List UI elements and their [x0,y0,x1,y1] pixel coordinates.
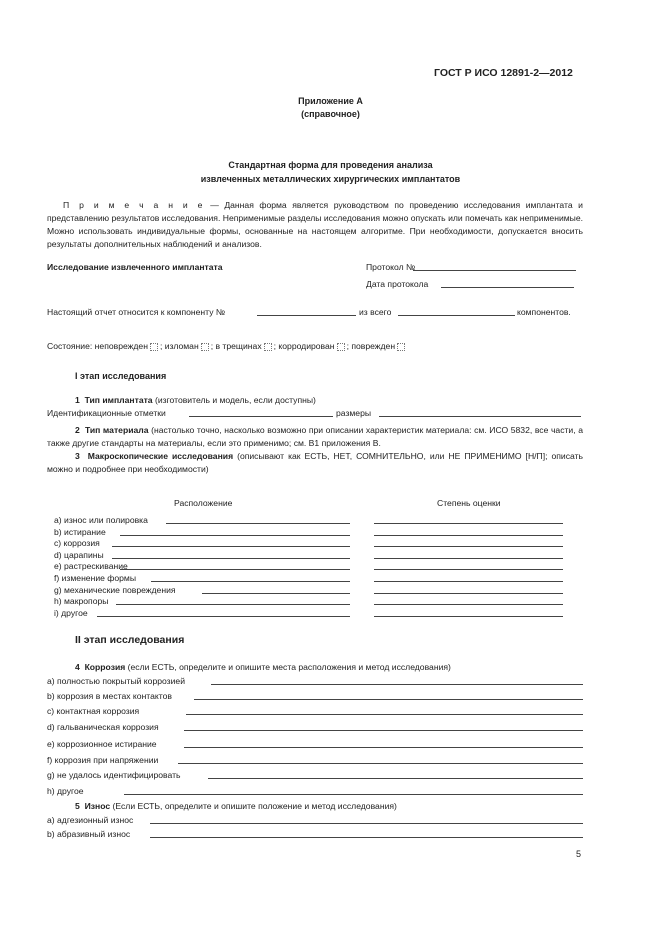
macro-degree-field[interactable] [374,546,563,547]
macro-location-field[interactable] [112,546,350,547]
macro-item-7-label: h) макропоры [54,596,109,607]
macro-degree-field[interactable] [374,581,563,582]
stage2-item4 [75,662,451,672]
stage1-item1 [75,395,316,405]
item2-number: 2 [75,425,80,435]
macro-degree-field[interactable] [374,616,563,617]
state-intact-checkbox[interactable] [150,343,158,351]
state-broken-checkbox[interactable] [201,343,209,351]
corrosion-item-5-label: f) коррозия при напряжении [47,755,159,765]
macro-location-field[interactable] [120,535,350,536]
wear-item-0-label: а) адгезионный износ [47,815,134,825]
state-option-corroded: ; корродирован [273,341,335,351]
macro-degree-field[interactable] [374,523,563,524]
state-option-broken: ; изломан [159,341,199,351]
macro-item-3-label: d) царапины [54,549,104,560]
note-paragraph [47,199,583,251]
macro-degree-field[interactable] [374,558,563,559]
report-suffix: компонентов. [517,307,571,317]
item5-title: Износ [84,801,111,811]
note-text: — Данная форма является руководством по проведению исследования имплантата и представлению результатов исследования. Неприменимые разделы исследования можно опускать или помечать как неприменимые. Можно использовать индивидуальные формы, основанные на настоящем алгоритме. При необходимости, допускается вносить результаты дополнительных наблюдений и анализов. [47,200,583,249]
page-number: 5 [576,849,582,859]
macro-degree-field[interactable] [374,593,563,594]
item3-text: (описывают как ЕСТЬ, НЕТ, СОМНИТЕЛЬНО, или НЕ ПРИМЕНИМО [Н/П]; описать можно и подробнее при необходимости) [47,451,584,474]
macro-item-8-label: i) другое [54,607,88,618]
corrosion-item-1-label: b) коррозия в местах контактов [47,691,172,701]
wear-item-1-label: b) абразивный износ [47,829,131,839]
state-option-cracked: ; в трещинах [210,341,262,351]
item1-text: (изготовитель и модель, если доступны) [152,395,316,405]
macro-degree-field[interactable] [374,604,563,605]
state-label: Состояние: [47,341,93,351]
component-total-field[interactable] [398,315,515,316]
state-option-damaged: ; поврежден [346,341,396,351]
corrosion-item-0-label: а) полностью покрытый коррозией [47,676,186,686]
component-number-field[interactable] [257,315,356,316]
macro-location-field[interactable] [112,558,350,559]
stage2-heading: II этап исследования [75,634,185,646]
doc-title-line2: извлеченных металлических хирургических имплантатов [200,174,461,184]
macro-item-2-label: с) коррозия [54,538,100,549]
corrosion-field[interactable] [186,714,583,715]
corrosion-field[interactable] [184,730,583,731]
corrosion-field[interactable] [194,699,583,700]
state-option-intact: неповрежден [94,341,148,351]
item3-number: 3 [75,451,80,461]
item1-title: Тип имплантата [84,395,153,405]
macro-item-0-label: а) износ или полировка [54,515,148,525]
macro-item-4-label: е) растрескивание [54,561,128,572]
protocol-number-label: Протокол № [366,262,416,272]
appendix-subtitle: (справочное) [301,109,360,119]
doc-title-line1: Стандартная форма для проведения анализа [228,160,433,170]
stage1-heading: I этап исследования [75,371,167,381]
col-location-header: Расположение [174,498,233,508]
corrosion-item-7-label: h) другое [47,786,84,796]
protocol-number-field[interactable] [413,270,576,271]
corrosion-item-3-label: d) гальваническая коррозия [47,722,159,732]
macro-item-1-label: b) истирание [54,526,106,537]
macro-location-field[interactable] [166,523,350,524]
item2-text: (настолько точно, насколько возможно при описании характеристик материала: см. ИСО 5832, все части, а также другие стандарты на материалы, если это применимо; см. В1 приложения В. [47,425,583,448]
item5-number: 5 [75,801,80,811]
state-cracked-checkbox[interactable] [264,343,272,351]
macro-location-field[interactable] [116,604,350,605]
item5-text: (Если ЕСТЬ, определите и опишите положение и метод исследования) [110,801,397,811]
corrosion-item-6-label: g) не удалось идентифицировать [47,770,181,780]
appendix-title: Приложение А [298,96,363,106]
macro-location-field[interactable] [151,581,350,582]
protocol-date-label: Дата протокола [366,279,429,289]
stage2-item5 [75,801,397,811]
sizes-label: размеры [336,408,372,418]
report-mid: из всего [359,307,392,317]
state-damaged-checkbox[interactable] [397,343,405,351]
standard-code: ГОСТ Р ИСО 12891-2—2012 [434,67,573,79]
item3-title: Макроскопические исследования [87,451,234,461]
corrosion-field[interactable] [208,778,583,779]
id-marks-field[interactable] [189,416,333,417]
item4-number: 4 [75,662,80,672]
corrosion-field[interactable] [124,794,583,795]
macro-degree-field[interactable] [374,569,563,570]
wear-field[interactable] [150,837,583,838]
macro-location-field[interactable] [120,569,350,570]
item4-title: Коррозия [84,662,126,672]
item2-title: Тип материала [84,425,149,435]
item1-number: 1 [75,395,80,405]
macro-item-5-label: f) изменение формы [54,573,137,583]
id-marks-label: Идентификационные отметки [47,408,166,418]
wear-field[interactable] [150,823,583,824]
item4-text: (если ЕСТЬ, определите и опишите места расположения и метод исследования) [125,662,451,672]
sizes-field[interactable] [379,416,581,417]
stage1-item3 [47,450,583,476]
macro-location-field[interactable] [202,593,350,594]
corrosion-field[interactable] [184,747,583,748]
protocol-date-field[interactable] [441,287,574,288]
note-label: П р и м е ч а н и е [63,200,205,210]
corrosion-field[interactable] [178,763,583,764]
report-prefix: Настоящий отчет относится к компоненту № [47,307,226,317]
corrosion-item-2-label: с) контактная коррозия [47,706,140,716]
corrosion-field[interactable] [211,684,583,685]
col-degree-header: Степень оценки [437,498,501,508]
stage1-item2 [47,424,583,450]
state-row [47,341,407,351]
state-corroded-checkbox[interactable] [337,343,345,351]
macro-item-6-label: g) механические повреждения [54,584,176,595]
macro-location-field[interactable] [97,616,350,617]
corrosion-item-4-label: е) коррозионное истирание [47,739,157,749]
macro-degree-field[interactable] [374,535,563,536]
study-heading: Исследование извлеченного имплантата [47,262,223,272]
